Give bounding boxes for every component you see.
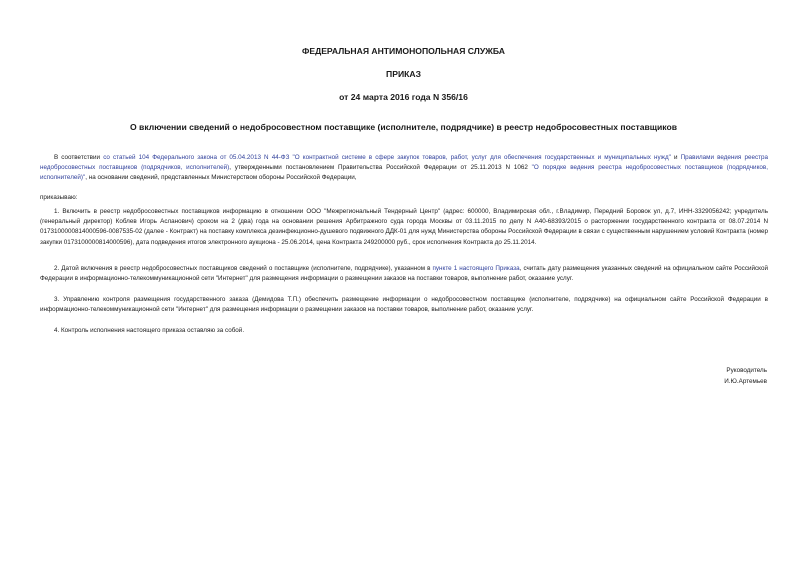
rules-link[interactable]: Правилами ведения реестра недобросовестных поставщиков (подрядчиков, исполнителей) [40, 154, 768, 172]
preamble-text-2: и [670, 154, 681, 161]
signature-role: Руководитель [726, 367, 767, 374]
item-2-text-a: 2. Датой включения в реестр недобросовестных поставщиков сведений о поставщике (исполнителе, подрядчике), указанном в [54, 265, 433, 272]
law-article-link[interactable]: со статьей 104 Федерального закона от 05.04.2013 N 44-ФЗ "О контрактной системе в сфере закупок товаров, работ, услуг для обеспечения государственных и муниципальных нужд" [103, 154, 671, 161]
item-1: 1. Включить в реестр недобросовестных поставщиков информацию в отношении ООО "Межрегиональный Тендерный Центр" (адрес: 600000, Владимирская обл., г.Владимир, Передний Боровок ул, д.7, ИНН-3329056242; учредитель (генеральный директор) Коблев Игорь Асланович) сроком на 2 (два) года на основании решения Арбитражного суда города Москвы от 03.11.2015 по делу N А40-68393/2015 о расторжении государственного контракта от 08.07.2014 N 0173100000814000596-0087535-02 (далее - Контракт) на поставку комплекса дезинфекционно-душевого подвижного ДДК-01 для нужд Министерства обороны Российской Федерации в связи с существенным нарушением условий Контракта (номер закупки 0173100000814000596), дата подведения итогов электронного аукциона - 25.06.2014, цена Контракта 249200000 руб., срок исполнения Контракта до 25.11.2014. [40, 208, 768, 246]
item-3: 3. Управлению контроля размещения государственного заказа (Демидова Т.П.) обеспечить размещение информации о недобросовестном поставщике (исполнителе, подрядчике) на официальном сайте Российской Федерации в информационно-телекоммуникационной сети "Интернет" для размещения информации о размещении заказов на поставки товаров, выполнение работ, оказание услуг. [40, 296, 768, 314]
item-2-text-b: , считать дату размещения указанных сведений на официальном сайте Российской Федерации в информационно-телекоммуникационной сети "Интернет" для размещения информации о размещении заказов на поставки товаров, выполнение работ, оказание услуг. [40, 265, 769, 283]
doc-type-heading: ПРИКАЗ [386, 69, 421, 79]
order-word: приказываю: [40, 194, 78, 201]
signature-name: И.Ю.Артемьев [724, 378, 767, 385]
item-1-reference-link[interactable]: пункте 1 настоящего Приказа [432, 265, 520, 272]
document-title: О включении сведений о недобросовестном поставщике (исполнителе, подрядчике) в реестр недобросовестных поставщиков [129, 122, 678, 132]
item-2 [40, 264, 768, 284]
preamble-text-1: В соответствии [54, 154, 104, 161]
preamble-text-3: , утвержденными постановлением Правительства Российской Федерации от 25.11.2013 N 1062 [229, 164, 532, 172]
resolution-link[interactable]: "О порядке ведения реестра недобросовестных поставщиков (подрядчиков, исполнителей)" [40, 164, 768, 182]
preamble-text-4: , на основании сведений, представленных Министерством обороны Российской Федерации, [85, 174, 357, 182]
date-number: от 24 марта 2016 года N 356/16 [339, 92, 468, 102]
preamble-paragraph [40, 153, 768, 184]
agency-heading: ФЕДЕРАЛЬНАЯ АНТИМОНОПОЛЬНАЯ СЛУЖБА [302, 46, 505, 56]
item-4: 4. Контроль исполнения настоящего приказа оставляю за собой. [54, 327, 245, 334]
